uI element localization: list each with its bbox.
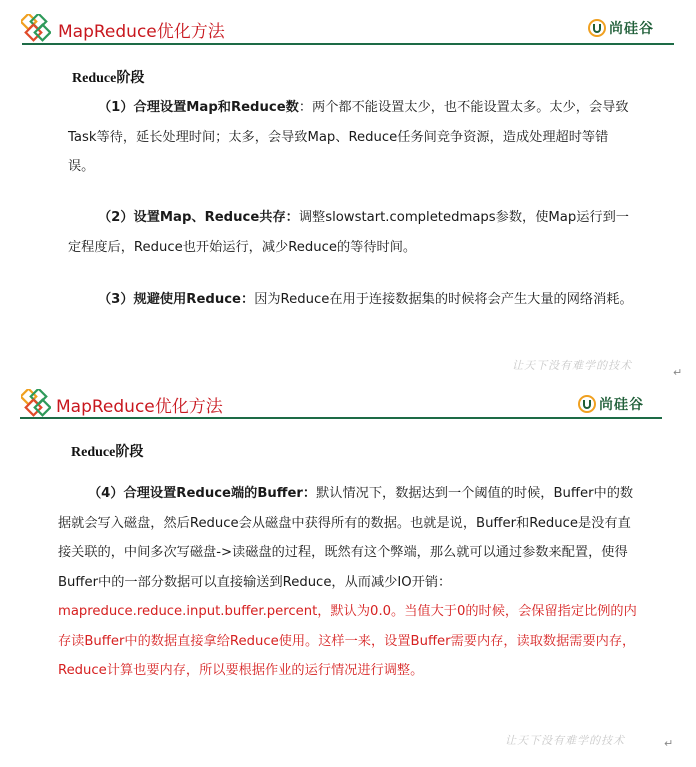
slide-1	[0, 0, 696, 383]
title-divider	[22, 43, 674, 45]
item-highlight: mapreduce.reduce.input.buffer.percent，默认为0.0。当值大于0的时候，会保留指定比例的内存读Buffer中的数据直接拿给Reduce使用。这样一来，设置Buffer需要内存，读取数据需要内存，Reduce计算也要内存，所以要根据作业的运行情况进行调整。	[58, 604, 637, 678]
return-mark-icon: ↵	[673, 366, 683, 379]
item-heading: （1）合理设置Map和Reduce数	[98, 100, 299, 115]
brand-u-icon	[588, 19, 606, 37]
item-heading: （2）设置Map、Reduce共存：	[98, 210, 299, 225]
logo-diamond-icon	[21, 389, 51, 419]
item-body: ：两个都不能设置太少，也不能设置太多。太少，会导致Task等待，延长处理时间；太多，会导致Map、Reduce任务间竞争资源，造成处理超时等错误。	[68, 100, 629, 174]
brand-name: 尚硅谷	[609, 21, 654, 37]
item-body: 调整slowstart.completedmaps参数，使Map运行到一定程度后，Reduce也开始运行，减少Reduce的等待时间。	[68, 210, 629, 255]
title-divider	[20, 417, 662, 419]
slide-2	[0, 383, 696, 767]
brand-u-icon	[578, 395, 596, 413]
brand-name: 尚硅谷	[599, 397, 644, 413]
item-body: 因为Reduce在用于连接数据集的时候将会产生大量的网络消耗。	[254, 292, 633, 307]
return-mark-icon: ↵	[664, 737, 674, 750]
paragraph-item-4	[58, 479, 640, 686]
section-heading: Reduce阶段	[72, 71, 145, 86]
section-heading: Reduce阶段	[71, 445, 144, 460]
brand-logo	[588, 18, 654, 38]
slide-title: MapReduce优化方法	[58, 22, 225, 42]
paragraph-item-1	[68, 93, 634, 182]
logo-diamond-icon	[21, 14, 51, 44]
slide-title: MapReduce优化方法	[56, 397, 223, 417]
paragraph-item-2	[68, 203, 634, 262]
item-heading: （4）合理设置Reduce端的Buffer：	[88, 486, 317, 501]
item-heading: （3）规避使用Reduce：	[98, 292, 255, 307]
item-body: 默认情况下，数据达到一个阈值的时候，Buffer中的数据就会写入磁盘，然后Reduce会从磁盘中获得所有的数据。也就是说，Buffer和Reduce是没有直接关联的，中间多次写磁盘->读磁盘的过程，既然有这个弊端，那么就可以通过参数来配置，使得Buffer中的一部分数据可以直接输送到Reduce，从而减少IO开销：	[58, 486, 634, 590]
slogan-watermark: 让天下没有难学的技术	[505, 734, 625, 747]
slogan-watermark: 让天下没有难学的技术	[512, 359, 632, 372]
brand-logo	[578, 394, 644, 414]
paragraph-item-3	[68, 285, 634, 315]
